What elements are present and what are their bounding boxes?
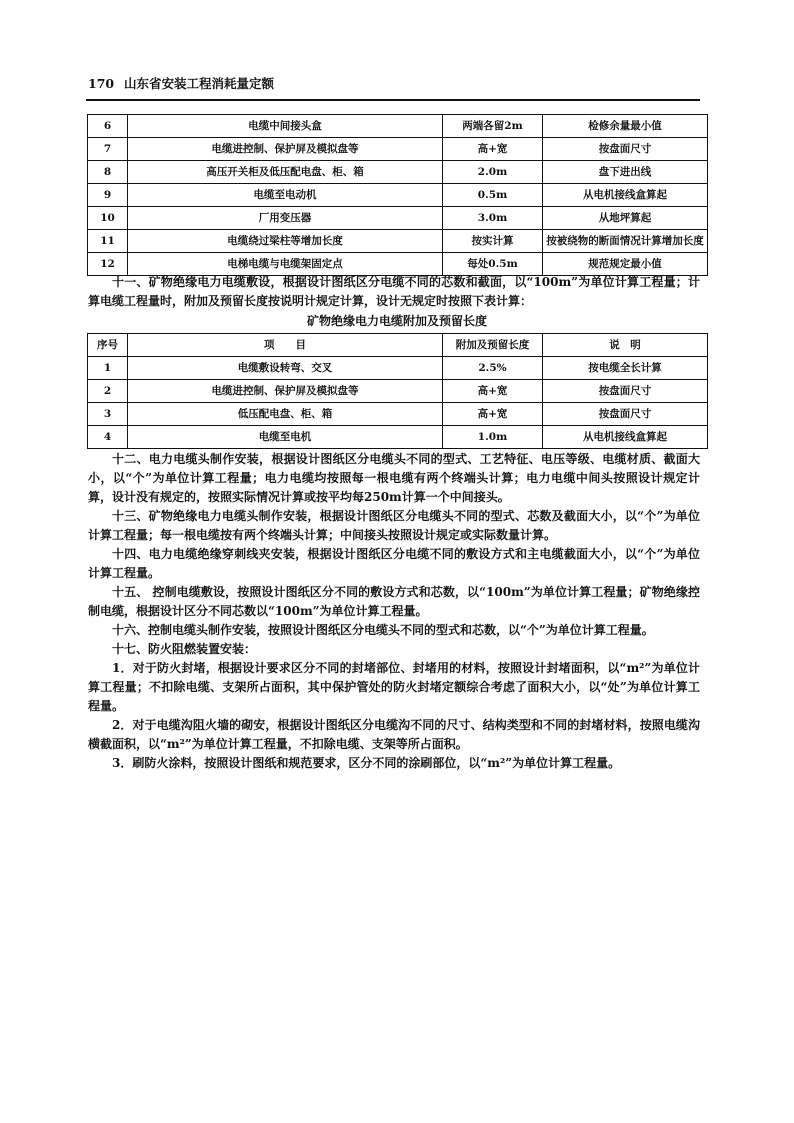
paragraph-11: 十一、矿物绝缘电力电缆敷设，根据设计图纸区分电缆不同的芯数和截面，以“100m”为单位计算工程量；计算电缆工程量时，附加及预留长度按说明计规定计算，设计无规定时按照下表计算： [88, 275, 700, 308]
item-cell: 电缆进控制、保护屏及模拟盘等 [128, 138, 443, 161]
item-cell: 电缆至电动机 [128, 184, 443, 207]
table-header-row [88, 334, 708, 357]
item-cell: 低压配电盘、柜、箱 [128, 403, 443, 426]
table-row [88, 357, 708, 380]
table-row [88, 380, 708, 403]
table-row [88, 207, 708, 230]
item-cell: 电缆至电机 [128, 426, 443, 449]
item-cell: 电缆绕过梁柱等增加长度 [128, 230, 443, 253]
paragraph-17-item-3: 3．刷防火涂料，按照设计图纸和规范要求，区分不同的涂刷部位，以“m²”为单位计算工程量。 [112, 756, 621, 770]
row-number-cell: 4 [88, 426, 128, 449]
header-rule [86, 99, 700, 101]
table-row [88, 184, 708, 207]
length-cell: 2.0m [443, 161, 543, 184]
row-number-cell: 9 [88, 184, 128, 207]
table-row [88, 403, 708, 426]
page-header [88, 76, 700, 92]
length-cell: 两端各留2m [443, 115, 543, 138]
item-cell: 电缆进控制、保护屏及模拟盘等 [128, 380, 443, 403]
row-number-cell: 1 [88, 357, 128, 380]
length-cell: 2.5% [443, 357, 543, 380]
note-cell: 规范规定最小值 [543, 253, 708, 276]
length-cell: 高+宽 [443, 138, 543, 161]
item-cell: 厂用变压器 [128, 207, 443, 230]
length-cell: 高+宽 [443, 403, 543, 426]
column-header: 附加及预留长度 [443, 334, 543, 357]
length-cell: 1.0m [443, 426, 543, 449]
column-header: 序号 [88, 334, 128, 357]
column-header: 项 目 [128, 334, 443, 357]
page-number: 170 [88, 76, 115, 91]
mineral-cable-reserve-length-table [87, 333, 708, 449]
row-number-cell: 3 [88, 403, 128, 426]
body-text [88, 450, 700, 773]
length-cell: 按实计算 [443, 230, 543, 253]
row-number-cell: 10 [88, 207, 128, 230]
table-row [88, 115, 708, 138]
paragraph-16: 十六、控制电缆头制作安装，按照设计图纸区分电缆头不同的型式和芯数，以“个”为单位计算工程量。 [112, 623, 654, 637]
row-number-cell: 12 [88, 253, 128, 276]
length-cell: 高+宽 [443, 380, 543, 403]
row-number-cell: 8 [88, 161, 128, 184]
table-row [88, 138, 708, 161]
note-cell: 从电机接线盒算起 [543, 426, 708, 449]
paragraph-17-item-1: 1．对于防火封堵，根据设计要求区分不同的封堵部位、封堵用的材料，按照设计封堵面积，以“m²”为单位计算工程量；不扣除电缆、支架所占面积，其中保护管处的防火封堵定额综合考虑了面积大小，以“处”为单位计算工程量。 [88, 661, 700, 713]
table-row [88, 161, 708, 184]
item-cell: 高压开关柜及低压配电盘、柜、箱 [128, 161, 443, 184]
length-cell: 3.0m [443, 207, 543, 230]
note-cell: 按盘面尺寸 [543, 403, 708, 426]
paragraph-12: 十二、电力电缆头制作安装，根据设计图纸区分电缆头不同的型式、工艺特征、电压等级、电缆材质、截面大小，以“个”为单位计算工程量；电力电缆均按照每一根电缆有两个终端头计算；电力电缆中间头按照设计规定计算，设计没有规定的，按照实际情况计算或按平均每250m计算一个中间接头。 [88, 452, 700, 504]
table-row [88, 230, 708, 253]
book-title: 山东省安装工程消耗量定额 [124, 76, 275, 91]
row-number-cell: 6 [88, 115, 128, 138]
note-cell: 盘下进出线 [543, 161, 708, 184]
note-cell: 按盘面尺寸 [543, 138, 708, 161]
length-cell: 0.5m [443, 184, 543, 207]
length-cell: 每处0.5m [443, 253, 543, 276]
column-header: 说 明 [543, 334, 708, 357]
item-cell: 电缆中间接头盒 [128, 115, 443, 138]
note-cell: 按盘面尺寸 [543, 380, 708, 403]
row-number-cell: 7 [88, 138, 128, 161]
note-cell: 检修余量最小值 [543, 115, 708, 138]
paragraph-14: 十四、电力电缆绝缘穿刺线夹安装，根据设计图纸区分电缆不同的敷设方式和主电缆截面大小，以“个”为单位计算工程量。 [88, 547, 700, 580]
paragraph-15: 十五、 控制电缆敷设，按照设计图纸区分不同的敷设方式和芯数，以“100m”为单位计算工程量；矿物绝缘控制电缆，根据设计区分不同芯数以“100m”为单位计算工程量。 [88, 585, 700, 618]
cable-reserve-length-table-continued [87, 114, 708, 276]
row-number-cell: 11 [88, 230, 128, 253]
paragraph-17: 十七、防火阻燃装置安装： [112, 642, 257, 656]
paragraph-17-item-2: 2．对于电缆沟阻火墙的砌安，根据设计图纸区分电缆沟不同的尺寸、结构类型和不同的封堵材料，按照电缆沟横截面积，以“m²”为单位计算工程量，不扣除电缆、支架等所占面积。 [88, 718, 700, 751]
note-cell: 从电机接线盒算起 [543, 184, 708, 207]
item-cell: 电缆敷设转弯、交叉 [128, 357, 443, 380]
row-number-cell: 2 [88, 380, 128, 403]
note-cell: 从地坪算起 [543, 207, 708, 230]
note-cell: 按电缆全长计算 [543, 357, 708, 380]
table-row [88, 426, 708, 449]
item-cell: 电梯电缆与电缆架固定点 [128, 253, 443, 276]
table-title: 矿物绝缘电力电缆附加及预留长度 [306, 314, 487, 328]
note-cell: 按被绕物的断面情况计算增加长度 [543, 230, 708, 253]
paragraph-13: 十三、矿物绝缘电力电缆头制作安装，根据设计图纸区分电缆头不同的型式、芯数及截面大小，以“个”为单位计算工程量；每一根电缆按有两个终端头计算；中间接头按照设计规定或实际数量计算。 [88, 509, 700, 542]
